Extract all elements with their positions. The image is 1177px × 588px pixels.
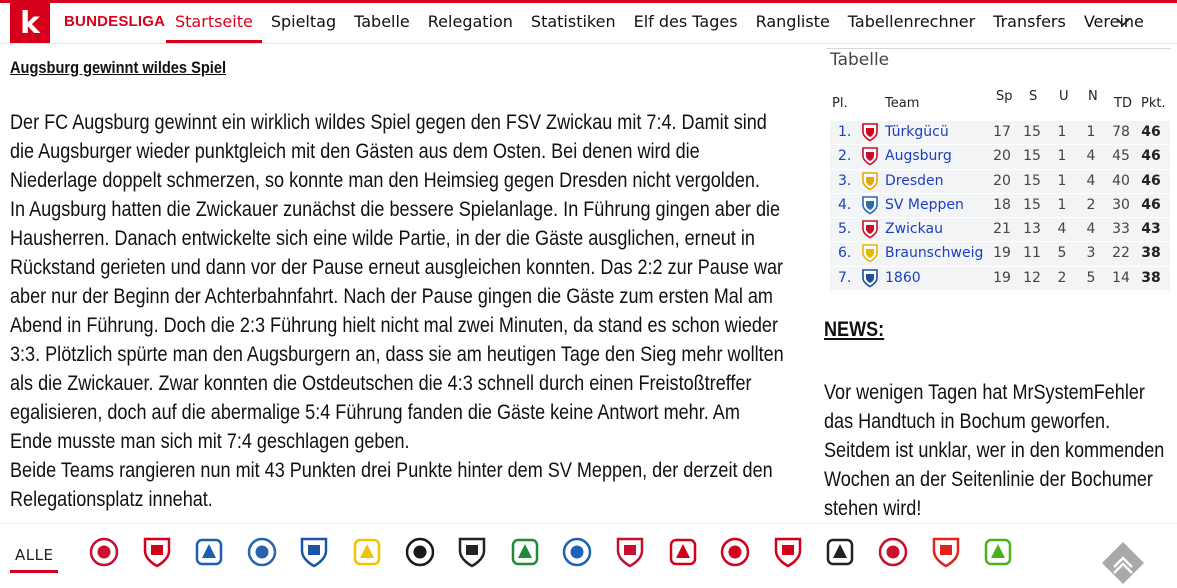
cell-s: 11 <box>1023 245 1041 262</box>
team-crest-icon <box>861 268 879 288</box>
cell-sp: 20 <box>993 148 1011 165</box>
nav-item-vereine[interactable]: Vereine <box>1083 12 1144 31</box>
header-pkt: Pkt. <box>1141 96 1166 111</box>
team-crest-icon <box>861 219 879 239</box>
cell-sp: 20 <box>993 172 1011 189</box>
cell-n: 4 <box>1086 221 1096 238</box>
cell-sp: 21 <box>993 221 1011 238</box>
vfb-stuttgart-crest-icon[interactable] <box>931 536 961 568</box>
team-name-link[interactable]: Braunschweig <box>885 245 984 262</box>
cell-td: 22 <box>1112 245 1130 262</box>
table-row[interactable] <box>830 266 1170 290</box>
nav-item-elf-des-tages[interactable]: Elf des Tages <box>633 12 738 31</box>
cell-u: 1 <box>1057 172 1067 189</box>
cell-td: 45 <box>1112 148 1130 165</box>
table-row[interactable] <box>830 193 1170 217</box>
table-row[interactable] <box>830 120 1170 144</box>
scroll-to-top-icon[interactable] <box>1101 541 1145 585</box>
cell-sp: 19 <box>993 269 1011 286</box>
kicker-logo[interactable]: k <box>10 3 50 43</box>
header-pl: Pl. <box>832 96 848 111</box>
table-row[interactable] <box>830 169 1170 193</box>
fc-augsburg-crest-icon[interactable] <box>89 536 119 568</box>
cell-s: 15 <box>1023 172 1041 189</box>
rank: 3. <box>838 172 852 189</box>
cell-s: 12 <box>1023 269 1041 286</box>
cell-n: 2 <box>1086 196 1096 213</box>
bayern-muenchen-crest-icon[interactable] <box>878 536 908 568</box>
eintracht-frankfurt-crest-icon[interactable] <box>405 536 435 568</box>
table-row[interactable] <box>830 144 1170 168</box>
gladbach-crest-icon[interactable] <box>825 536 855 568</box>
vfl-bochum-crest-icon[interactable] <box>299 536 329 568</box>
standings-widget <box>820 44 1177 294</box>
news-box <box>824 318 1177 520</box>
team-crest-icon <box>861 146 879 166</box>
cell-sp: 19 <box>993 245 1011 262</box>
bayer-leverkusen-crest-icon[interactable] <box>720 536 750 568</box>
header-n: N <box>1088 89 1098 104</box>
hertha-bsc-crest-icon[interactable] <box>194 536 224 568</box>
cell-u: 4 <box>1057 221 1067 238</box>
nav-menu <box>166 3 1153 43</box>
cell-pkt: 43 <box>1141 221 1161 238</box>
header-td: TD <box>1114 96 1132 111</box>
cell-u: 1 <box>1057 148 1067 165</box>
team-name-link[interactable]: SV Meppen <box>885 196 964 213</box>
cell-u: 1 <box>1057 196 1067 213</box>
header-sp: Sp <box>996 89 1013 104</box>
rb-leipzig-crest-icon[interactable] <box>668 536 698 568</box>
team-name-link[interactable]: Türkgücü <box>885 124 949 140</box>
standings-title: Tabelle <box>830 50 890 70</box>
club-bar <box>0 523 1177 588</box>
article <box>0 44 795 514</box>
nav-item-statistiken[interactable]: Statistiken <box>530 12 616 31</box>
table-row[interactable] <box>830 241 1170 265</box>
cell-td: 30 <box>1112 196 1130 213</box>
cell-n: 1 <box>1086 124 1096 140</box>
cell-n: 5 <box>1086 269 1096 286</box>
chevron-down-icon[interactable] <box>1115 14 1131 30</box>
union-berlin-crest-icon[interactable] <box>142 536 172 568</box>
article-paragraph: Der FC Augsburg gewinnt ein wirklich wildes Spiel gegen den FSV Zwickau mit 7:4. Damit sind die Augsburger wieder punktgleich mit den Gästen aus dem Osten. Bei denen wird die Niederlage doppelt schmerzen, so konnte man den Heimsieg gegen Dresden nicht vergolden. <box>10 111 767 192</box>
team-name-link[interactable]: Augsburg <box>885 148 952 165</box>
article-paragraph: In Augsburg hatten die Zwickauer zunächst die bessere Spielanlage. In Führung gingen aber die Hausherren. Danach entwickelte sich eine wilde Partie, in der die Gäste ausglichen, erneut in Rückstand gerieten und dann vor der Pause erneut ausgleichen konnten. Das 2:2 zur Pause war aber nur der Beginn der Achterbahnfahrt. Nach der Pause gingen die Gäste zum ersten Mal am Abend in Führung. Doch die 2:3 Führung hielt nicht mal zwei Minuten, da stand es schon wieder 3:3. Plötzlich spürte man den Augsburgern an, dass sie am heutigen Tage den Sieg mehr wollten als die Zwickauer. Zwar konnten die Ostdeutschen die 4:3 schnell durch einen Freistoßtreffer egalisieren, doch auf die abermalige 5:4 Führung fanden die Gäste keine Antwort mehr. Am Ende musste man sich mit 7:4 geschlagen geben. <box>10 198 784 453</box>
cell-td: 40 <box>1112 172 1130 189</box>
article-title: Augsburg gewinnt wildes Spiel <box>10 58 227 77</box>
cell-sp: 18 <box>993 196 1011 213</box>
table-body <box>830 120 1170 290</box>
arminia-bielefeld-crest-icon[interactable] <box>247 536 277 568</box>
header-u: U <box>1059 89 1069 104</box>
cell-u: 5 <box>1057 245 1067 262</box>
cell-n: 4 <box>1086 148 1096 165</box>
greuther-fuerth-crest-icon[interactable] <box>510 536 540 568</box>
cell-s: 13 <box>1023 221 1041 238</box>
cell-pkt: 46 <box>1141 124 1161 140</box>
league-label[interactable]: BUNDESLIGA <box>64 13 166 30</box>
nav-item-transfers[interactable]: Transfers <box>993 12 1066 31</box>
team-name-link[interactable]: Dresden <box>885 172 944 189</box>
cell-pkt: 46 <box>1141 172 1161 189</box>
rank: 2. <box>838 148 852 165</box>
cell-u: 2 <box>1057 269 1067 286</box>
cell-td: 33 <box>1112 221 1130 238</box>
header-s: S <box>1029 89 1038 104</box>
sc-freiburg-crest-icon[interactable] <box>457 536 487 568</box>
top-navigation <box>0 0 1177 44</box>
cell-pkt: 46 <box>1141 148 1161 165</box>
article-paragraph: Beide Teams rangieren nun mit 43 Punkten drei Punkte hinter dem SV Meppen, der derzeit den Relegationsplatz innehat. <box>10 459 773 511</box>
mainz-05-crest-icon[interactable] <box>773 536 803 568</box>
rank: 7. <box>838 269 852 286</box>
news-body: Vor wenigen Tagen hat MrSystemFehler das Handtuch in Bochum geworfen. Seitdem ist unklar, wer in den kommenden Wochen an der Seitenlinie der Bochumer stehen wird! <box>824 381 1165 520</box>
team-name-link[interactable]: 1860 <box>885 269 921 286</box>
cell-s: 15 <box>1023 148 1041 165</box>
cell-u: 1 <box>1057 124 1067 140</box>
cell-n: 3 <box>1086 245 1096 262</box>
all-clubs-tab[interactable]: ALLE <box>10 542 58 573</box>
widget-divider <box>826 48 1171 49</box>
nav-item-spieltag[interactable]: Spieltag <box>270 12 337 31</box>
cell-s: 15 <box>1023 124 1041 140</box>
nav-item-tabellenrechner[interactable]: Tabellenrechner <box>847 12 976 31</box>
standings-table <box>830 80 1170 290</box>
borussia-dortmund-crest-icon[interactable] <box>352 536 382 568</box>
cell-pkt: 38 <box>1141 269 1161 286</box>
team-crest-icon <box>861 195 879 215</box>
nav-item-tabelle[interactable]: Tabelle <box>354 12 410 31</box>
cell-pkt: 38 <box>1141 245 1161 262</box>
cell-n: 4 <box>1086 172 1096 189</box>
cell-sp: 17 <box>993 124 1011 140</box>
table-header <box>830 80 1170 120</box>
vfl-wolfsburg-crest-icon[interactable] <box>983 536 1013 568</box>
nav-item-startseite[interactable]: Startseite <box>166 3 262 43</box>
cell-pkt: 46 <box>1141 196 1161 213</box>
team-crest-icon <box>861 171 879 191</box>
fc-koeln-crest-icon[interactable] <box>615 536 645 568</box>
rank: 5. <box>838 221 852 238</box>
header-team: Team <box>885 96 920 111</box>
article-body <box>10 108 784 514</box>
team-name-link[interactable]: Zwickau <box>885 221 943 238</box>
table-row[interactable] <box>830 217 1170 241</box>
rank: 4. <box>838 196 852 213</box>
team-crest-icon <box>861 122 879 142</box>
cell-td: 14 <box>1112 269 1130 286</box>
tsg-hoffenheim-crest-icon[interactable] <box>562 536 592 568</box>
news-title: NEWS: <box>824 318 885 341</box>
team-crest-icon <box>861 243 879 263</box>
nav-item-rangliste[interactable]: Rangliste <box>755 12 830 31</box>
rank: 1. <box>838 124 852 140</box>
nav-item-relegation[interactable]: Relegation <box>427 12 513 31</box>
cell-td: 78 <box>1112 124 1130 140</box>
rank: 6. <box>838 245 852 262</box>
cell-s: 15 <box>1023 196 1041 213</box>
